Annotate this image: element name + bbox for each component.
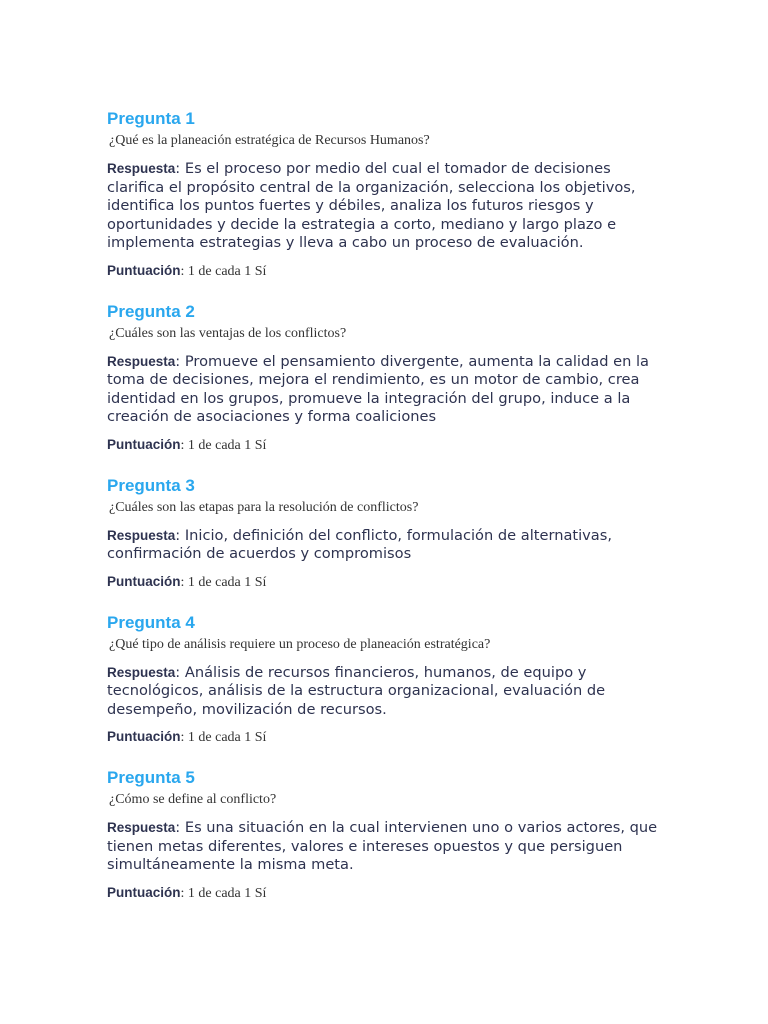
quiz-results-document — [107, 108, 667, 903]
answer: Respuesta: Promueve el pensamiento divergente, aumenta la calidad en la toma de decisiones, mejora el rendimiento, es un motor de cambio, crea identidad en los grupos, promueve la integración del grupo, induce a la creación de asociaciones y forma coaliciones — [107, 352, 649, 425]
question-text: ¿Qué es la planeación estratégica de Recursos Humanos? — [109, 133, 430, 148]
answer-label: Respuesta — [107, 161, 176, 176]
answer: Respuesta: Inicio, definición del conflicto, formulación de alternativas, confirmación de acuerdos y compromisos — [107, 526, 612, 562]
score-value: 1 de cada 1 Sí — [187, 885, 267, 901]
question-text: ¿Qué tipo de análisis requiere un proceso de planeación estratégica? — [109, 636, 491, 652]
answer: Respuesta: Es una situación en la cual intervienen uno o varios actores, que tienen metas diferentes, valores e intereses opuestos y que persiguen simultáneamente la misma meta. — [107, 819, 658, 873]
score: Puntuación: 1 de cada 1 Sí — [107, 262, 267, 279]
score-label: Puntuación — [107, 436, 181, 452]
question-block-1 — [107, 108, 667, 281]
answer-label: Respuesta — [107, 527, 176, 543]
score-value: 1 de cada 1 Sí — [187, 263, 267, 279]
answer: Respuesta: Análisis de recursos financieros, humanos, de equipo y tecnológicos, análisis de la estructura organizacional, evaluación de desempeño, movilización de recursos. — [107, 663, 606, 718]
question-title: Pregunta 5 — [107, 768, 195, 787]
question-block-2 — [107, 301, 667, 455]
score: Puntuación: 1 de cada 1 Sí — [107, 884, 267, 901]
question-title: Pregunta 2 — [107, 301, 195, 321]
answer-label: Respuesta — [107, 353, 176, 369]
score: Puntuación: 1 de cada 1 Sí — [107, 436, 267, 453]
answer-text: Análisis de recursos financieros, humanos, de equipo y tecnológicos, análisis de la estructura organizacional, evaluación de desempeño, movilización de recursos. — [107, 663, 606, 718]
score-value: 1 de cada 1 Sí — [187, 730, 267, 745]
score: Puntuación: 1 de cada 1 Sí — [107, 573, 267, 590]
score-value: 1 de cada 1 Sí — [187, 437, 267, 453]
question-text: ¿Cuáles son las ventajas de los conflictos? — [109, 325, 347, 341]
question-title: Pregunta 1 — [107, 109, 195, 128]
question-text: ¿Cómo se define al conflicto? — [109, 792, 277, 807]
question-block-3 — [107, 475, 667, 592]
question-title: Pregunta 4 — [107, 612, 195, 632]
score: Puntuación: 1 de cada 1 Sí — [107, 729, 267, 745]
answer-text: Inicio, definición del conflicto, formulación de alternativas, confirmación de acuerdos y compromisos — [107, 526, 612, 562]
question-block-4 — [107, 612, 667, 748]
answer-label: Respuesta — [107, 820, 176, 835]
question-text: ¿Cuáles son las etapas para la resolución de conflictos? — [109, 499, 419, 515]
score-label: Puntuación — [107, 262, 181, 278]
answer-label: Respuesta — [107, 664, 176, 680]
score-value: 1 de cada 1 Sí — [187, 574, 267, 590]
score-label: Puntuación — [107, 729, 181, 744]
score-label: Puntuación — [107, 884, 181, 900]
answer-text: Promueve el pensamiento divergente, aumenta la calidad en la toma de decisiones, mejora el rendimiento, es un motor de cambio, crea identidad en los grupos, promueve la integración del grupo, induce a la creación de asociaciones y forma coaliciones — [107, 352, 649, 425]
answer-text: Es el proceso por medio del cual el tomador de decisiones clarifica el propósito central de la organización, selecciona los objetivos, identifica los puntos fuertes y débiles, analiza los futuros riesgos y oportunidades y decide la estrategia a corto, mediano y largo plazo e implementa estrategias y lleva a cabo un proceso de evaluación. — [107, 160, 636, 251]
score-label: Puntuación — [107, 573, 181, 589]
question-title: Pregunta 3 — [107, 475, 195, 495]
answer: Respuesta: Es el proceso por medio del cual el tomador de decisiones clarifica el propósito central de la organización, selecciona los objetivos, identifica los puntos fuertes y débiles, analiza los futuros riesgos y oportunidades y decide la estrategia a corto, mediano y largo plazo e implementa estrategias y lleva a cabo un proceso de evaluación. — [107, 160, 636, 251]
answer-text: Es una situación en la cual intervienen uno o varios actores, que tienen metas diferentes, valores e intereses opuestos y que persiguen simultáneamente la misma meta. — [107, 819, 658, 873]
question-block-5 — [107, 767, 667, 903]
